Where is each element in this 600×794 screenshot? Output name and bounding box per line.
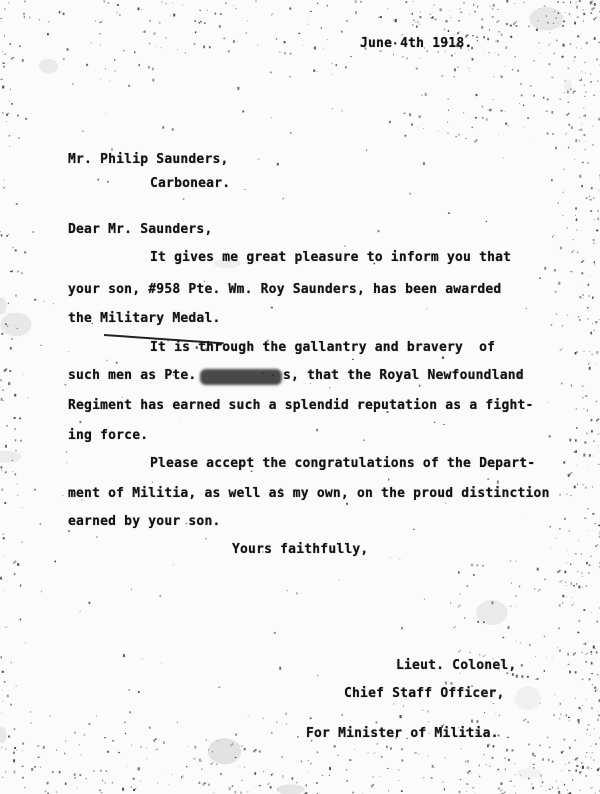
signature-title-1: Lieut. Colonel, [396,658,517,673]
paragraph-1-line-1: It gives me great pleasure to inform you that [150,250,512,265]
paragraph-3-line-1: Please accept the congratulations of the Depart- [150,456,536,471]
recipient-name: Mr. Philip Saunders, [68,152,229,167]
recipient-place: Carbonear. [150,176,231,191]
closing: Yours faithfully, [232,542,369,557]
letter-date: June 4th 1918. [360,36,473,51]
paragraph-2-line-3: Regiment has earned such a splendid reputation as a fight- [68,398,534,413]
paragraph-2-line-2-start: such men as Pte. [68,368,197,383]
paragraph-3-line-2: ment of Militia, as well as my own, on the proud distinction [68,486,550,501]
paragraph-2-line-1: It is through the gallantry and bravery of [150,340,496,355]
redaction-mark [200,369,282,385]
signature-title-2: Chief Staff Officer, [344,686,505,701]
signature-title-3: For Minister of Militia. [306,726,499,741]
salutation: Dear Mr. Saunders, [68,222,213,237]
paragraph-1-line-3: the Military Medal. [68,311,221,326]
paragraph-2-line-4: ing force. [68,428,149,443]
paragraph-2-line-2-end: s, that the Royal Newfoundland [283,368,524,383]
paragraph-1-line-2: your son, #958 Pte. Wm. Roy Saunders, has been awarded [68,282,502,297]
paragraph-3-line-3: earned by your son. [68,514,221,529]
